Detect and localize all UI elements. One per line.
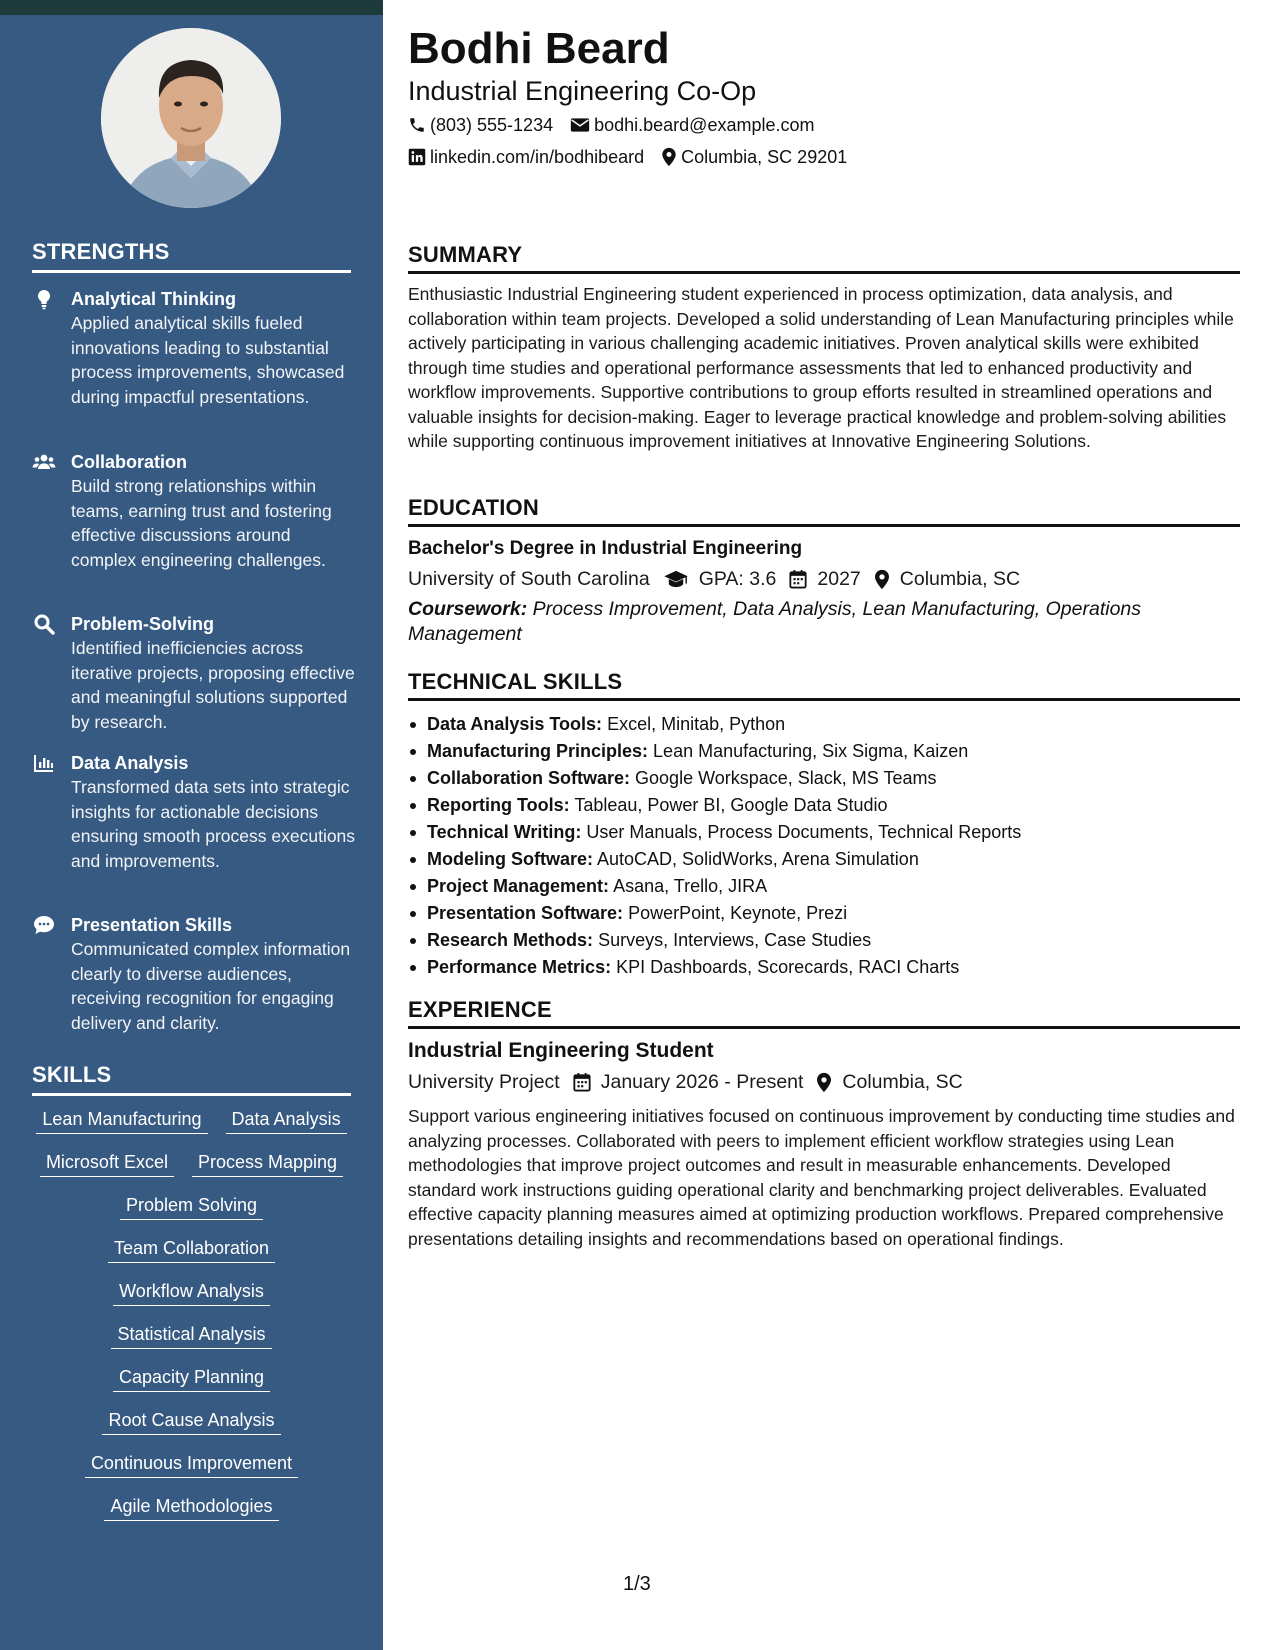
- email-contact[interactable]: [570, 113, 814, 137]
- job-title: Industrial Engineering Student: [408, 1039, 714, 1062]
- strength-title: Problem-Solving: [71, 614, 215, 634]
- linkedin-icon: [408, 148, 426, 166]
- skill-label: Performance Metrics:: [427, 957, 612, 977]
- strength-title: Analytical Thinking: [71, 289, 237, 309]
- experience-heading: EXPERIENCE: [408, 996, 1240, 1029]
- technical-skills-heading: TECHNICAL SKILLS: [408, 668, 1240, 701]
- organization-name: University Project: [408, 1071, 560, 1093]
- skill-value: Excel, Minitab, Python: [607, 714, 786, 734]
- bar-chart-icon: [32, 751, 56, 775]
- skill-value: Asana, Trello, JIRA: [613, 876, 768, 896]
- list-item: [408, 792, 1240, 819]
- skill-tag: Statistical Analysis: [111, 1323, 271, 1349]
- contact-row-2: [408, 145, 864, 169]
- strength-description: Build strong relationships within teams, earning trust and fostering effective discussions around complex engineering challenges.: [71, 476, 332, 570]
- skill-tag: Data Analysis: [226, 1108, 347, 1134]
- list-item: [408, 819, 1240, 846]
- coursework: [408, 597, 1188, 646]
- phone-text: (803) 555-1234: [430, 115, 554, 135]
- map-pin-icon: [816, 1072, 832, 1093]
- year-text: 2027: [817, 568, 861, 590]
- skill-tag: Microsoft Excel: [40, 1151, 174, 1177]
- degree-title: Bachelor's Degree in Industrial Engineering: [408, 538, 803, 559]
- skill-label: Reporting Tools:: [427, 795, 570, 815]
- gpa-text: GPA: 3.6: [698, 568, 777, 590]
- phone-icon: [408, 116, 426, 134]
- coursework-text: Process Improvement, Data Analysis, Lean Manufacturing, Operations Management: [408, 598, 1142, 645]
- skill-tag: Capacity Planning: [113, 1366, 270, 1392]
- summary-text: Enthusiastic Industrial Engineering student experienced in process optimization, data analysis, and collaboration within team projects. Developed a solid understanding of Lean Manufacturing principles while actively participating in various challenging academic initiatives. Proven analytical skills were exhibited through time studies and operational performance assessments that led to enhanced productivity and workflow improvements. Supportive contributions to group efforts resulted in streamlined operations and valuable insights for decision-making. Eager to leverage practical knowledge and problem-solving abilities while supporting continuous improvement initiatives at Innovative Engineering Solutions.: [408, 284, 1234, 451]
- year-item: [789, 566, 860, 592]
- experience-description: Support various engineering initiatives focused on continuous improvement by conducting time studies and analyzing processes. Collaborated with peers to implement efficient workflow strategies using Lean methodologies that improve project outcomes and result in measurable enhancements. Developed standard work instructions guiding operational clarity and benchmarking project deliverables. Evaluated effective capacity planning measures aimed at optimizing production workflows. Prepared comprehensive presentations detailing insights and recommendations based on operational findings.: [408, 1106, 1235, 1249]
- skill-tag: Continuous Improvement: [85, 1452, 298, 1478]
- dates-text: January 2026 - Present: [600, 1071, 804, 1093]
- skill-label: Technical Writing:: [427, 822, 582, 842]
- school-name: University of South Carolina: [408, 568, 650, 590]
- skill-tag: Problem Solving: [120, 1194, 263, 1220]
- dates-item: [573, 1069, 804, 1095]
- location-text: Columbia, SC 29201: [681, 147, 848, 167]
- skill-label: Manufacturing Principles:: [427, 741, 649, 761]
- map-pin-icon: [661, 147, 677, 167]
- skill-tag: Process Mapping: [192, 1151, 343, 1177]
- exp-location-text: Columbia, SC: [842, 1071, 963, 1093]
- list-item: [408, 927, 1240, 954]
- strengths-heading: STRENGTHS: [32, 239, 351, 273]
- skill-label: Research Methods:: [427, 930, 594, 950]
- list-item: [408, 711, 1240, 738]
- skill-value: Google Workspace, Slack, MS Teams: [635, 768, 937, 788]
- skill-tag: Root Cause Analysis: [102, 1409, 280, 1435]
- skill-tag: Lean Manufacturing: [36, 1108, 207, 1134]
- skill-tag: Team Collaboration: [108, 1237, 275, 1263]
- calendar-icon: [573, 1072, 591, 1092]
- skill-label: Presentation Software:: [427, 903, 624, 923]
- search-icon: [32, 612, 56, 636]
- skill-value: AutoCAD, SolidWorks, Arena Simulation: [597, 849, 919, 869]
- edu-location-text: Columbia, SC: [899, 568, 1021, 590]
- sidebar-top-bar: [0, 0, 383, 15]
- list-item: [408, 900, 1240, 927]
- users-icon: [32, 450, 56, 474]
- location-contact: [661, 145, 847, 169]
- skills-list: [32, 1108, 351, 1521]
- list-item: [408, 873, 1240, 900]
- contact-row-1: [408, 113, 832, 137]
- speech-bubble-icon: [32, 913, 56, 937]
- strength-title: Data Analysis: [71, 753, 189, 773]
- skill-value: KPI Dashboards, Scorecards, RACI Charts: [616, 957, 960, 977]
- skill-value: Surveys, Interviews, Case Studies: [598, 930, 872, 950]
- map-pin-icon: [874, 569, 890, 590]
- skill-label: Data Analysis Tools:: [427, 714, 603, 734]
- edu-location-item: [874, 566, 1020, 592]
- experience-meta: [408, 1069, 976, 1095]
- phone-contact[interactable]: [408, 113, 553, 137]
- linkedin-text: linkedin.com/in/bodhibeard: [430, 147, 645, 167]
- list-item: [408, 765, 1240, 792]
- skills-heading: SKILLS: [32, 1062, 351, 1096]
- skill-label: Project Management:: [427, 876, 610, 896]
- candidate-role: Industrial Engineering Co-Op: [408, 76, 757, 106]
- list-item: [408, 846, 1240, 873]
- list-item: [408, 738, 1240, 765]
- coursework-label: Coursework:: [408, 598, 528, 620]
- skill-value: PowerPoint, Keynote, Prezi: [628, 903, 848, 923]
- skill-label: Modeling Software:: [427, 849, 593, 869]
- skill-tag: Agile Methodologies: [104, 1495, 278, 1521]
- profile-photo: [101, 28, 281, 208]
- technical-skills-list: [408, 711, 1240, 981]
- skill-tag: Workflow Analysis: [113, 1280, 270, 1306]
- strength-description: Transformed data sets into strategic insights for actionable decisions ensuring smooth process executions and improvements.: [71, 777, 356, 871]
- strength-title: Collaboration: [71, 452, 187, 472]
- lightbulb-icon: [32, 287, 56, 311]
- list-item: [408, 954, 1240, 981]
- sidebar: [0, 0, 383, 1650]
- education-heading: EDUCATION: [408, 494, 1240, 527]
- calendar-icon: [789, 569, 807, 589]
- strength-description: Identified inefficiencies across iterative projects, proposing effective and meaningful solutions supported by research.: [71, 638, 355, 732]
- skill-value: Lean Manufacturing, Six Sigma, Kaizen: [653, 741, 969, 761]
- exp-location-item: [816, 1069, 962, 1095]
- email-text: bodhi.beard@example.com: [594, 115, 815, 135]
- skill-value: User Manuals, Process Documents, Technical Reports: [586, 822, 1022, 842]
- skill-value: Tableau, Power BI, Google Data Studio: [574, 795, 888, 815]
- envelope-icon: [570, 117, 590, 133]
- page-number: 1/3: [623, 1573, 651, 1595]
- graduation-cap-icon: [663, 570, 689, 588]
- skill-label: Collaboration Software:: [427, 768, 631, 788]
- gpa-item: [663, 566, 777, 592]
- summary-heading: SUMMARY: [408, 241, 1240, 274]
- candidate-name: Bodhi Beard: [408, 24, 670, 73]
- strength-description: Communicated complex information clearly to diverse audiences, receiving recognition for engaging delivery and clarity.: [71, 939, 351, 1033]
- strength-description: Applied analytical skills fueled innovations leading to substantial process improvements, showcased during impactful presentations.: [71, 313, 345, 407]
- strength-title: Presentation Skills: [71, 915, 233, 935]
- linkedin-contact[interactable]: [408, 145, 644, 169]
- education-meta: [408, 566, 1033, 592]
